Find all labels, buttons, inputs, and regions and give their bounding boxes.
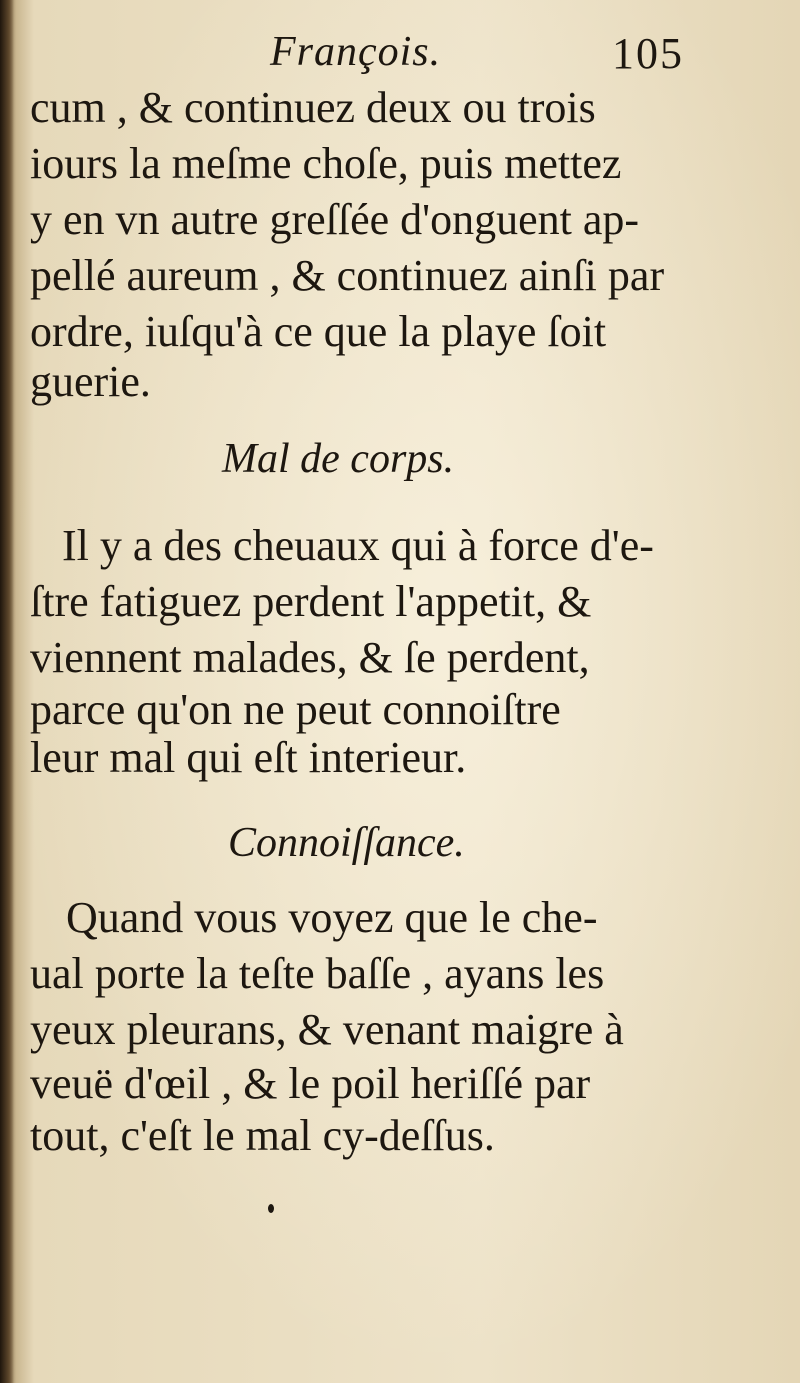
text-line: y en vn autre greſſée d'onguent ap- [30, 195, 640, 244]
text-line: yeux pleurans, & venant maigre à [30, 1005, 624, 1054]
text-line: leur mal qui eſt interieur. [30, 733, 467, 782]
running-head: François. [270, 29, 442, 75]
text-line: Il y a des cheuaux qui à force d'e- [62, 521, 654, 570]
text-line: guerie. [30, 357, 151, 406]
text-line: viennent malades, & ſe perdent, [30, 633, 590, 682]
text-line: Quand vous voyez que le che- [66, 893, 598, 942]
text-line: cum , & continuez deux ou trois [30, 83, 596, 132]
binding-gutter [0, 0, 14, 1383]
text-line: tout, c'eſt le mal cy-deſſus. [30, 1111, 495, 1160]
text-line: pellé aureum , & continuez ainſi par [30, 251, 665, 300]
ink-dot [268, 1204, 274, 1213]
text-line: iours la meſme choſe, puis mettez [30, 139, 622, 188]
section-heading: Mal de corps. [222, 436, 455, 482]
text-line: veuë d'œil , & le poil heriſſé par [30, 1059, 591, 1108]
section-heading: Connoiſſance. [228, 820, 465, 866]
text-line: ordre, iuſqu'à ce que la playe ſoit [30, 307, 607, 356]
text-line: ſtre fatiguez perdent l'appetit, & [30, 577, 592, 626]
page-number: 105 [612, 29, 684, 78]
text-line: ual porte la teſte baſſe , ayans les [30, 949, 605, 998]
text-line: parce qu'on ne peut connoiſtre [30, 685, 561, 734]
page-header [0, 28, 800, 88]
